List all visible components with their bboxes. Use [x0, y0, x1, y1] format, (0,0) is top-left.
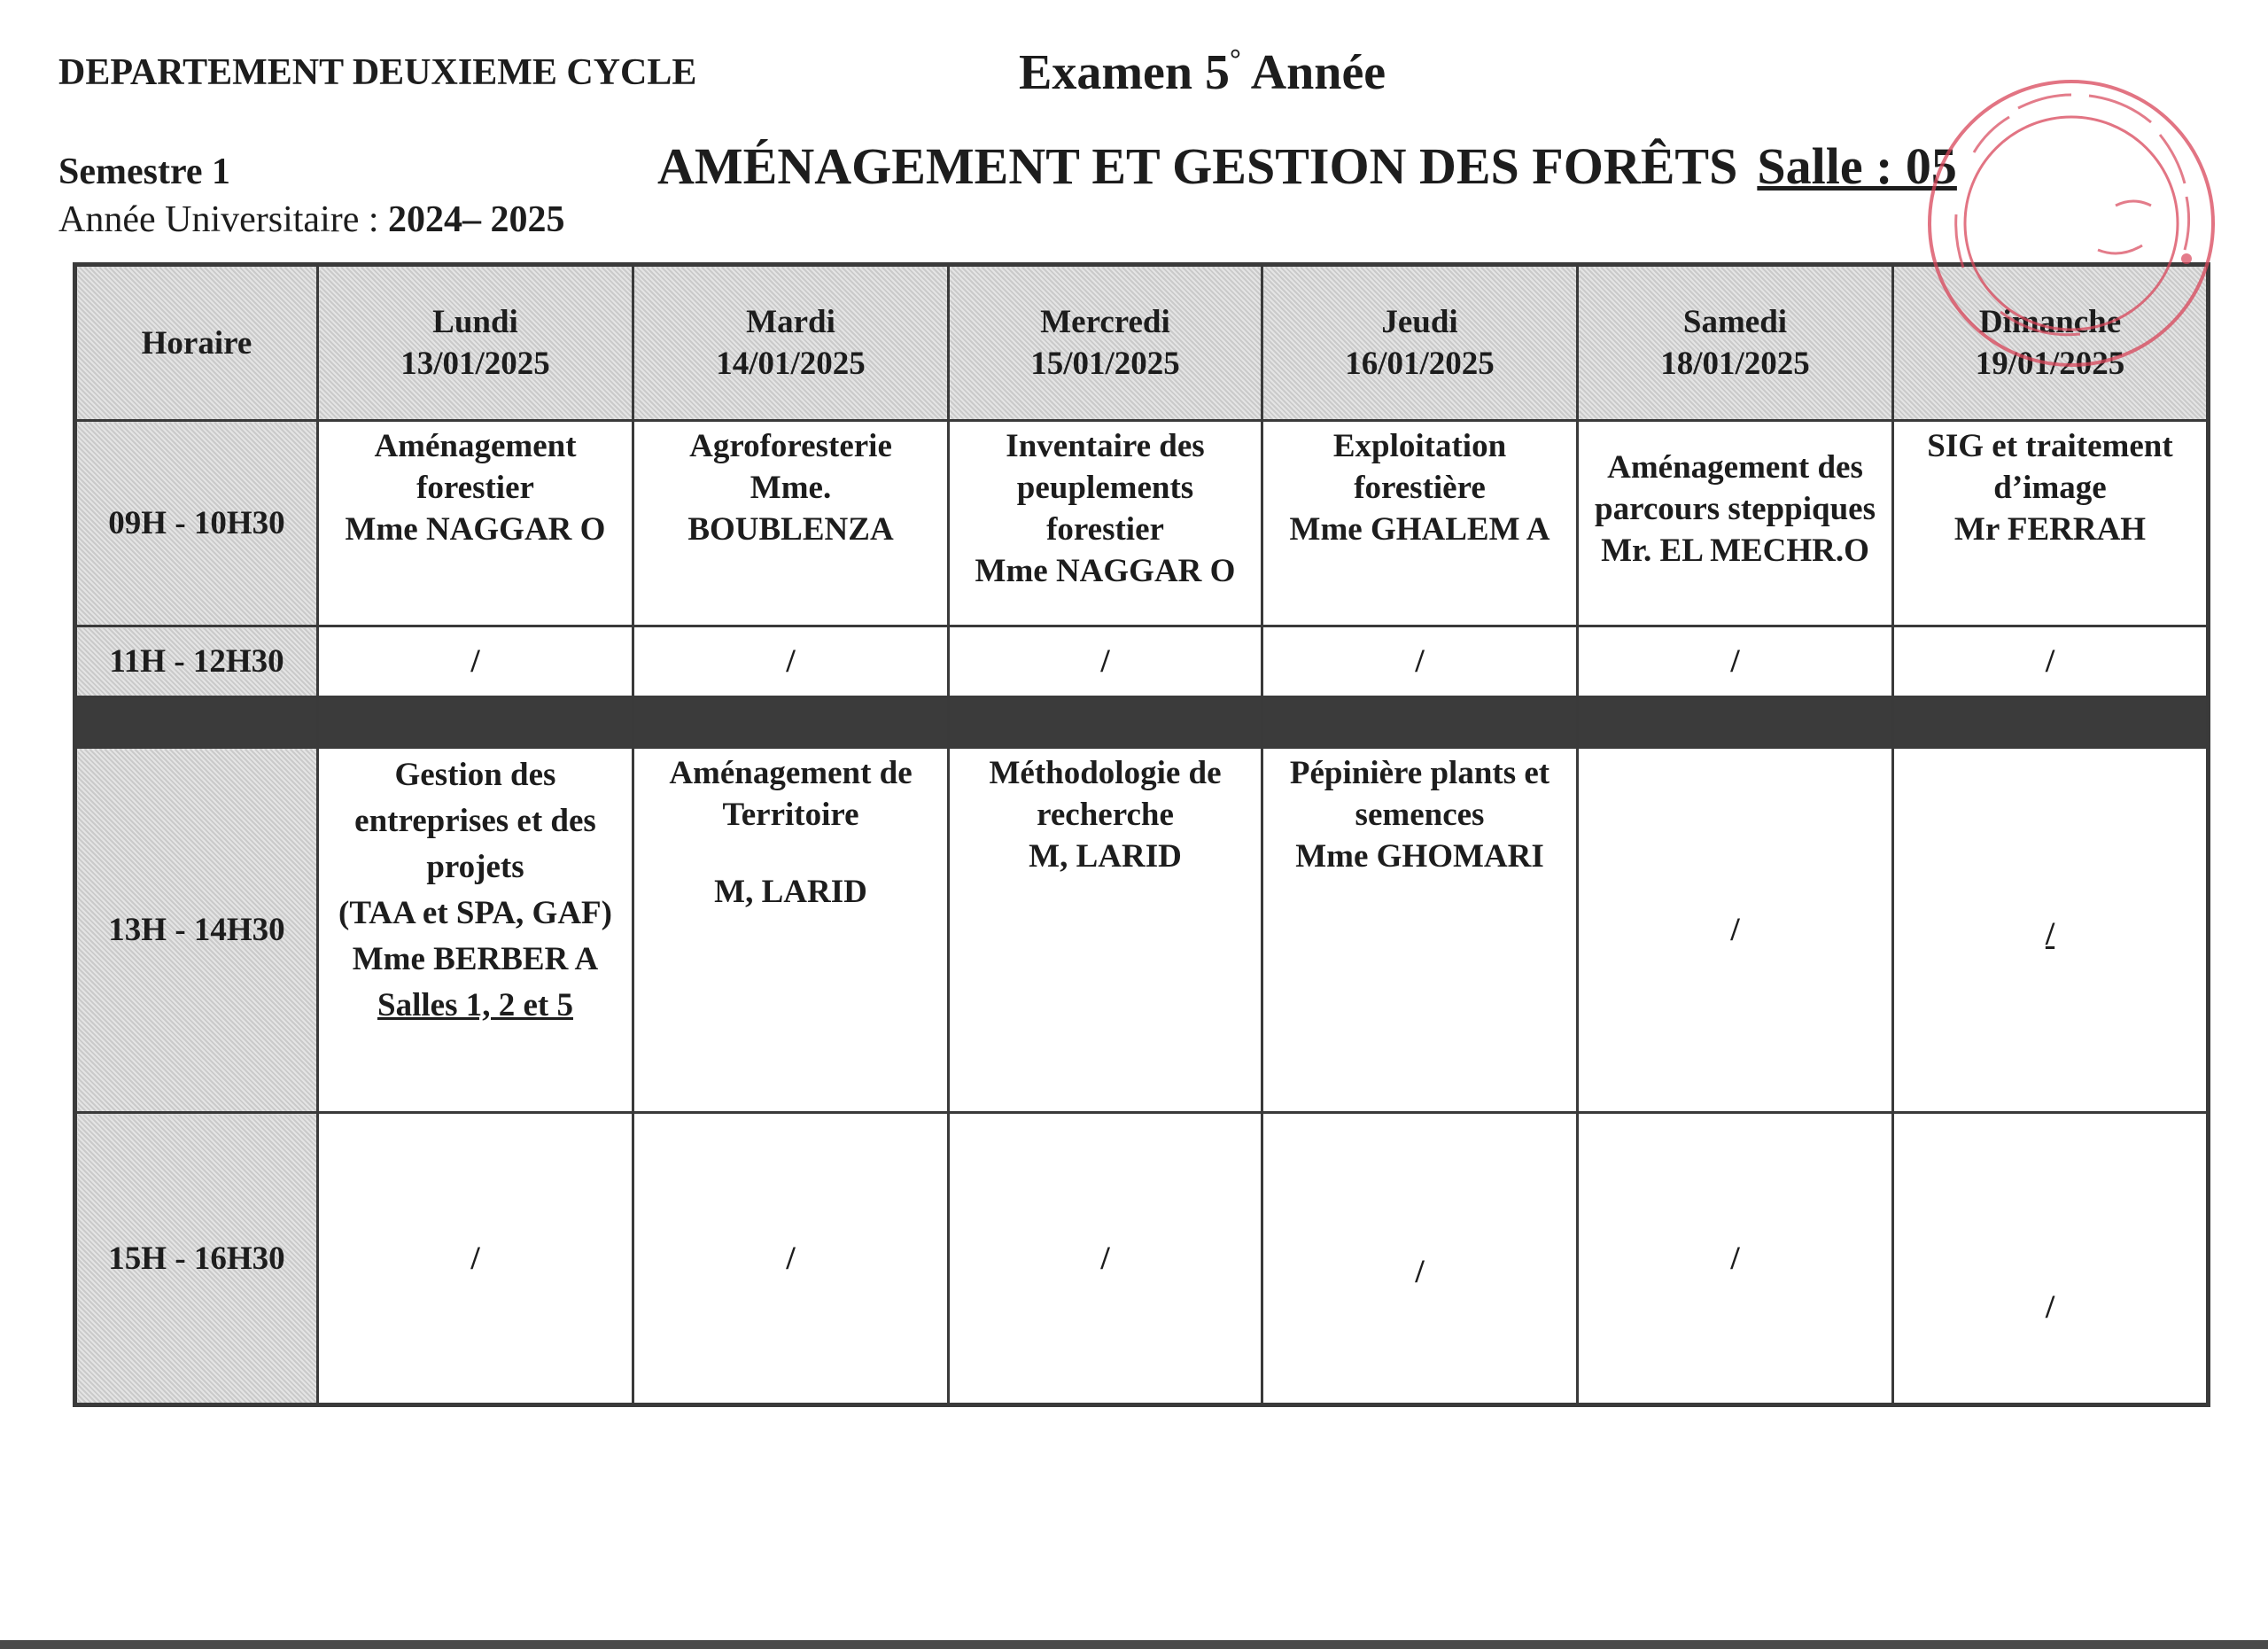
- cell-line: Gestion des: [394, 757, 556, 793]
- cell-line: parcours steppiques: [1595, 491, 1876, 527]
- cell-line: forestière: [1354, 470, 1486, 506]
- cell-line: Mr FERRAH: [1953, 511, 2147, 548]
- day-header-samedi: [1578, 265, 1893, 421]
- slot-row-1100: [75, 626, 2209, 697]
- slot-row-1300: [75, 748, 2209, 1113]
- day-header-dimanche: [1893, 265, 2209, 421]
- exam-schedule-table: [73, 262, 2210, 1407]
- cell-line: SIG et traitement: [1927, 428, 2173, 464]
- exam-cell: [633, 748, 949, 1113]
- cell-line: forestier: [1046, 511, 1164, 548]
- academic-year: [58, 198, 565, 241]
- day-name: Dimanche: [1978, 304, 2122, 340]
- day-name: Lundi: [432, 304, 518, 340]
- semester-label: Semestre 1: [58, 152, 230, 192]
- lunch-separator: [75, 697, 2209, 748]
- day-header-jeudi: [1262, 265, 1578, 421]
- exam-cell: [949, 421, 1262, 626]
- empty-cell: /: [1893, 748, 2209, 1113]
- time-slot: 13H - 14H30: [75, 748, 318, 1113]
- subject-name: AMÉNAGEMENT ET GESTION DES FORÊTS: [657, 137, 1738, 195]
- cell-line: M, LARID: [1029, 838, 1182, 875]
- header-row: [75, 265, 2209, 421]
- cell-line: Aménagement des: [1607, 449, 1863, 486]
- cell-line: Aménagement: [374, 428, 577, 464]
- day-date: 13/01/2025: [400, 346, 550, 382]
- cell-line: Aménagement de: [669, 755, 913, 791]
- day-date: 18/01/2025: [1660, 346, 1810, 382]
- horaire-header: Horaire: [75, 265, 318, 421]
- cell-line: Mme GHOMARI: [1295, 838, 1544, 875]
- cell-line: Méthodologie de: [989, 755, 1222, 791]
- slot-row-1500: [75, 1113, 2209, 1405]
- day-header-mercredi: [949, 265, 1262, 421]
- exam-cell: [1893, 421, 2209, 626]
- exam-cell: [1262, 748, 1578, 1113]
- cell-line: entreprises et des: [354, 803, 596, 839]
- exam-cell: [318, 421, 633, 626]
- empty-cell: /: [1578, 626, 1893, 697]
- empty-cell: /: [949, 1113, 1262, 1405]
- exam-cell: [318, 748, 633, 1113]
- empty-cell: /: [949, 626, 1262, 697]
- day-name: Mardi: [746, 304, 835, 340]
- exam-title-degree: °: [1230, 43, 1241, 74]
- academic-year-value: 2024– 2025: [388, 199, 565, 240]
- cell-line: Mme NAGGAR O: [975, 553, 1236, 589]
- exam-title-suffix: Année: [1240, 45, 1386, 100]
- day-date: 15/01/2025: [1030, 346, 1180, 382]
- cell-line: Pépinière plants et: [1289, 755, 1550, 791]
- cell-line: Mme.: [750, 470, 832, 506]
- cell-line: Salles 1, 2 et 5: [377, 987, 573, 1023]
- cell-line: Territoire: [722, 797, 859, 833]
- day-date: 19/01/2025: [1975, 346, 2125, 382]
- academic-year-label: Année Universitaire :: [58, 199, 389, 240]
- cell-line: recherche: [1037, 797, 1174, 833]
- exam-cell: [633, 421, 949, 626]
- time-slot: 09H - 10H30: [75, 421, 318, 626]
- subject-title: [657, 136, 1957, 196]
- day-header-mardi: [633, 265, 949, 421]
- empty-cell: /: [318, 626, 633, 697]
- cell-line: Mme BERBER A: [352, 941, 599, 977]
- cell-line: Mr. EL MECHR.O: [1601, 533, 1869, 569]
- time-slot: 11H - 12H30: [75, 626, 318, 697]
- empty-cell: /: [633, 1113, 949, 1405]
- day-name: Mercredi: [1040, 304, 1170, 340]
- empty-cell: /: [1578, 1113, 1893, 1405]
- slot-row-0900: [75, 421, 2209, 626]
- empty-cell: /: [1262, 1113, 1578, 1405]
- cell-line: forestier: [416, 470, 534, 506]
- empty-cell: /: [633, 626, 949, 697]
- cell-line: BOUBLENZA: [687, 511, 894, 548]
- empty-cell: /: [1262, 626, 1578, 697]
- empty-cell: /: [1578, 748, 1893, 1113]
- department-title: DEPARTEMENT DEUXIEME CYCLE: [58, 52, 697, 93]
- exam-cell: [949, 748, 1262, 1113]
- cell-line: Exploitation: [1332, 428, 1507, 464]
- day-date: 14/01/2025: [716, 346, 866, 382]
- cell-line: M, LARID: [714, 874, 867, 910]
- empty-cell: /: [1893, 1113, 2209, 1405]
- cell-line: Agroforesterie: [689, 428, 892, 464]
- day-date: 16/01/2025: [1345, 346, 1495, 382]
- cell-line: projets: [426, 849, 524, 885]
- empty-cell: /: [318, 1113, 633, 1405]
- cell-line: d’image: [1993, 470, 2107, 506]
- cell-line: semences: [1355, 797, 1485, 833]
- time-slot: 15H - 16H30: [75, 1113, 318, 1405]
- exam-cell: [1578, 421, 1893, 626]
- room-label: Salle : 05: [1757, 137, 1957, 195]
- exam-cell: [1262, 421, 1578, 626]
- cell-line: peuplements: [1016, 470, 1194, 506]
- day-header-lundi: [318, 265, 633, 421]
- cell-line: Inventaire des: [1006, 428, 1205, 464]
- cell-line: Mme NAGGAR O: [345, 511, 606, 548]
- cell-line: (TAA et SPA, GAF): [338, 895, 612, 931]
- page-bottom-border: [0, 1640, 2268, 1649]
- cell-line: [640, 836, 942, 871]
- day-name: Samedi: [1682, 304, 1788, 340]
- cell-line: Mme GHALEM A: [1289, 511, 1550, 548]
- empty-cell: /: [1893, 626, 2209, 697]
- day-name: Jeudi: [1381, 304, 1458, 340]
- exam-title: [1019, 44, 1386, 101]
- exam-title-prefix: Examen 5: [1019, 45, 1230, 100]
